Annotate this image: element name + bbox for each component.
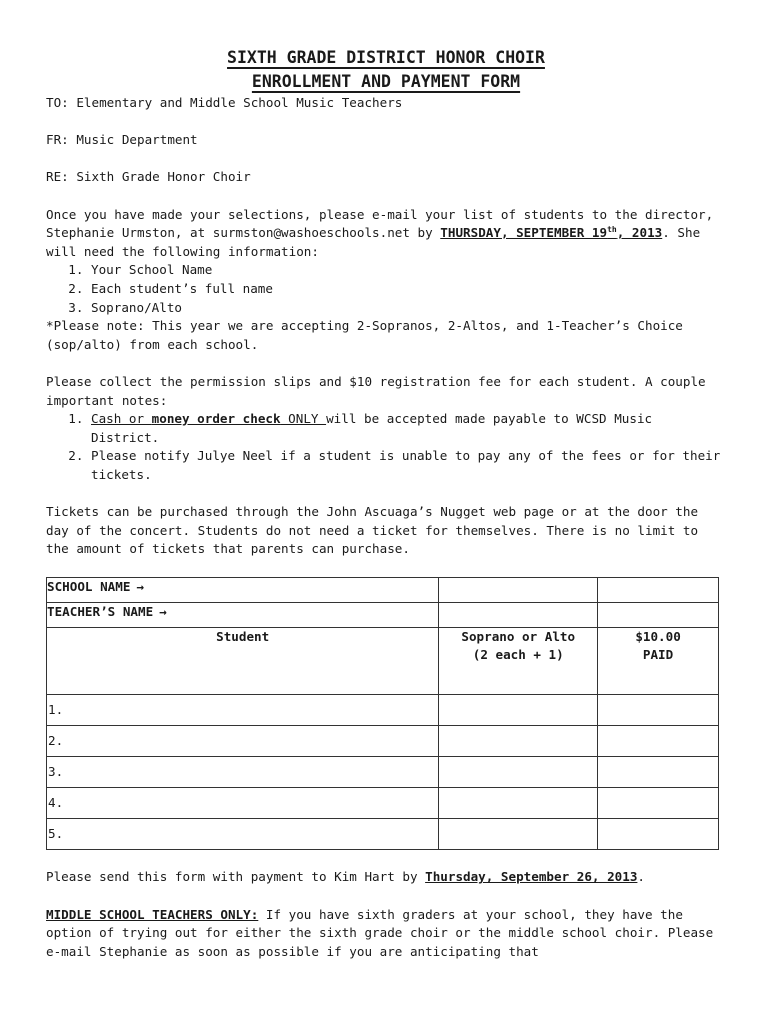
list-item: 2. Please notify Julye Neel if a student is unable to pay any of the fees or for their tickets. <box>91 447 726 484</box>
voice-cell[interactable] <box>439 818 598 849</box>
title-line-1: SIXTH GRADE DISTRICT HONOR CHOIR <box>227 48 545 67</box>
teacher-name-field[interactable] <box>439 602 598 627</box>
instructions-paragraph: Once you have made your selections, please e-mail your list of students to the director, Stephanie Urmston, at surmston@washoeschools.net by THURSDAY, SEPTEMBER 19th, 2013. She will need the following information: <box>46 206 714 259</box>
student-row-number[interactable]: 3. <box>47 756 439 787</box>
required-info-list <box>46 261 726 317</box>
fees-intro: Please collect the permission slips and $10 registration fee for each student. A couple important notes: <box>46 373 706 408</box>
paid-cell[interactable] <box>598 787 719 818</box>
voice-cell[interactable] <box>439 756 598 787</box>
deadline-date: THURSDAY, SEPTEMBER 19th, 2013 <box>440 224 663 241</box>
voice-column-header: Soprano or Alto (2 each + 1) <box>439 627 598 694</box>
arrow-right-icon: → <box>159 603 167 619</box>
voice-cell[interactable] <box>439 725 598 756</box>
student-column-header: Student <box>47 627 439 694</box>
list-item: 2. Each student’s full name <box>91 280 726 299</box>
enrollment-table <box>46 577 719 850</box>
voice-cell[interactable] <box>439 787 598 818</box>
paid-cell[interactable] <box>598 818 719 849</box>
student-row-number[interactable]: 5. <box>47 818 439 849</box>
school-name-label: SCHOOL NAME → <box>47 577 439 602</box>
list-item: 1. Cash or money order check ONLY will be accepted made payable to WCSD Music District. <box>91 410 726 447</box>
memo-re: RE: Sixth Grade Honor Choir <box>46 169 251 185</box>
paid-cell[interactable] <box>598 725 719 756</box>
student-row-number[interactable]: 2. <box>47 725 439 756</box>
middle-school-label: MIDDLE SCHOOL TEACHERS ONLY: <box>46 906 259 922</box>
list-item: 1. Your School Name <box>91 261 726 280</box>
fees-notes-list <box>46 410 726 484</box>
memo-from: FR: Music Department <box>46 132 198 148</box>
memo-to: TO: Elementary and Middle School Music Teachers <box>46 95 403 110</box>
teacher-name-label: TEACHER’S NAME → <box>47 602 439 627</box>
arrow-right-icon: → <box>136 578 144 594</box>
student-row-number[interactable]: 1. <box>47 694 439 725</box>
document-page <box>46 46 726 961</box>
title-line-2: ENROLLMENT AND PAYMENT FORM <box>251 72 521 91</box>
paid-column-header: $10.00 PAID <box>598 627 719 694</box>
form-title <box>46 46 726 94</box>
school-name-field-extra[interactable] <box>598 577 719 602</box>
list-item: 3. Soprano/Alto <box>91 299 726 318</box>
send-instructions: Please send this form with payment to Kim Hart by Thursday, September 26, 2013. <box>46 869 646 885</box>
school-name-field[interactable] <box>439 577 598 602</box>
voice-cell[interactable] <box>439 694 598 725</box>
send-deadline: Thursday, September 26, 2013 <box>425 869 638 885</box>
teacher-name-field-extra[interactable] <box>598 602 719 627</box>
middle-school-note: MIDDLE SCHOOL TEACHERS ONLY: If you have sixth graders at your school, they have the option of trying out for either the sixth grade choir or the middle school choir. Please e-mail Stephanie as soon as possible if you are anticipating that <box>46 906 714 959</box>
paid-cell[interactable] <box>598 694 719 725</box>
tickets-paragraph: Tickets can be purchased through the John Ascuaga’s Nugget web page or at the door the day of the concert. Students do not need a ticket for themselves. There is no limit to the amount of tickets that parents can purchase. <box>46 504 699 557</box>
paid-cell[interactable] <box>598 756 719 787</box>
note-paragraph: *Please note: This year we are accepting 2-Sopranos, 2-Altos, and 1-Teacher’s Choice (sop/alto) from each school. <box>46 318 683 352</box>
student-row-number[interactable]: 4. <box>47 787 439 818</box>
